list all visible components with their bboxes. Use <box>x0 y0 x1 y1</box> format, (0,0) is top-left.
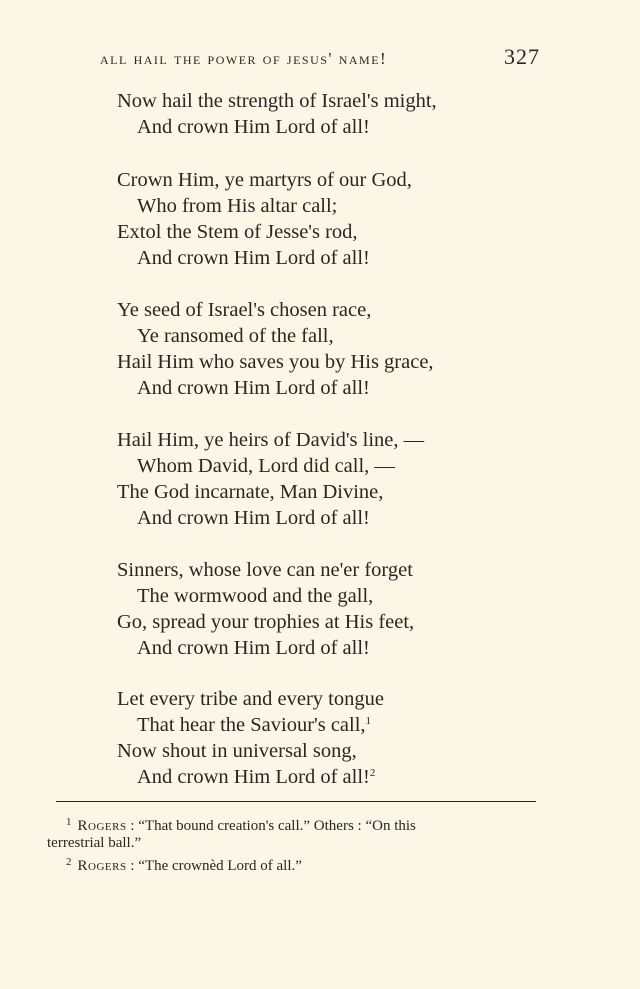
footnote-divider <box>56 801 536 802</box>
footnote-ref: 2 <box>369 767 376 779</box>
verse-line: And crown Him Lord of all! <box>137 637 370 659</box>
footnote <box>66 857 302 874</box>
verse-line-text: That hear the Saviour's call, <box>137 714 366 736</box>
verse-line: And crown Him Lord of all! <box>137 247 370 269</box>
page-number: 327 <box>504 44 540 69</box>
verse-line: Extol the Stem of Jesse's rod, <box>117 221 358 243</box>
running-title: all hail the power of jesus' name! <box>100 49 388 68</box>
footnote-source: Rogers <box>77 818 127 834</box>
footnote <box>66 817 416 834</box>
verse-line: Now hail the strength of Israel's might, <box>117 90 437 112</box>
verse-line: Crown Him, ye martyrs of our God, <box>117 169 412 191</box>
verse-line: Let every tribe and every tongue <box>117 688 384 710</box>
verse-line: And crown Him Lord of all! <box>137 116 370 138</box>
verse-line: The wormwood and the gall, <box>137 585 374 607</box>
verse-line-text: And crown Him Lord of all! <box>137 766 370 788</box>
verse-line: Now shout in universal song, <box>117 740 357 762</box>
verse-line: Go, spread your trophies at His feet, <box>117 611 415 633</box>
verse-line: Whom David, Lord did call, — <box>137 455 395 477</box>
verse-line: The God incarnate, Man Divine, <box>117 481 384 503</box>
footnote-text: : “The crownèd Lord of all.” <box>130 858 302 874</box>
footnote-source: Rogers <box>77 858 127 874</box>
verse-line: And crown Him Lord of all! <box>137 377 370 399</box>
verse-line: Ye ransomed of the fall, <box>137 325 334 347</box>
footnote-mark: 2 <box>66 856 72 868</box>
running-header <box>100 44 540 70</box>
verse-line: And crown Him Lord of all! <box>137 507 370 529</box>
verse-line: Who from His altar call; <box>137 195 338 217</box>
verse-line-with-note <box>137 715 371 736</box>
verse-line: Ye seed of Israel's chosen race, <box>117 299 372 321</box>
footnote-ref: 1 <box>365 715 372 727</box>
footnote-text: : “That bound creation's call.” Others : “On this <box>130 818 416 834</box>
verse-line: Hail Him who saves you by His grace, <box>117 351 434 373</box>
verse-line: Hail Him, ye heirs of David's line, — <box>117 429 425 451</box>
verse-line-with-note <box>137 767 375 788</box>
footnote-mark: 1 <box>66 816 72 828</box>
footnote-continuation: terrestrial ball.” <box>47 835 142 851</box>
verse-line: Sinners, whose love can ne'er forget <box>117 559 413 581</box>
